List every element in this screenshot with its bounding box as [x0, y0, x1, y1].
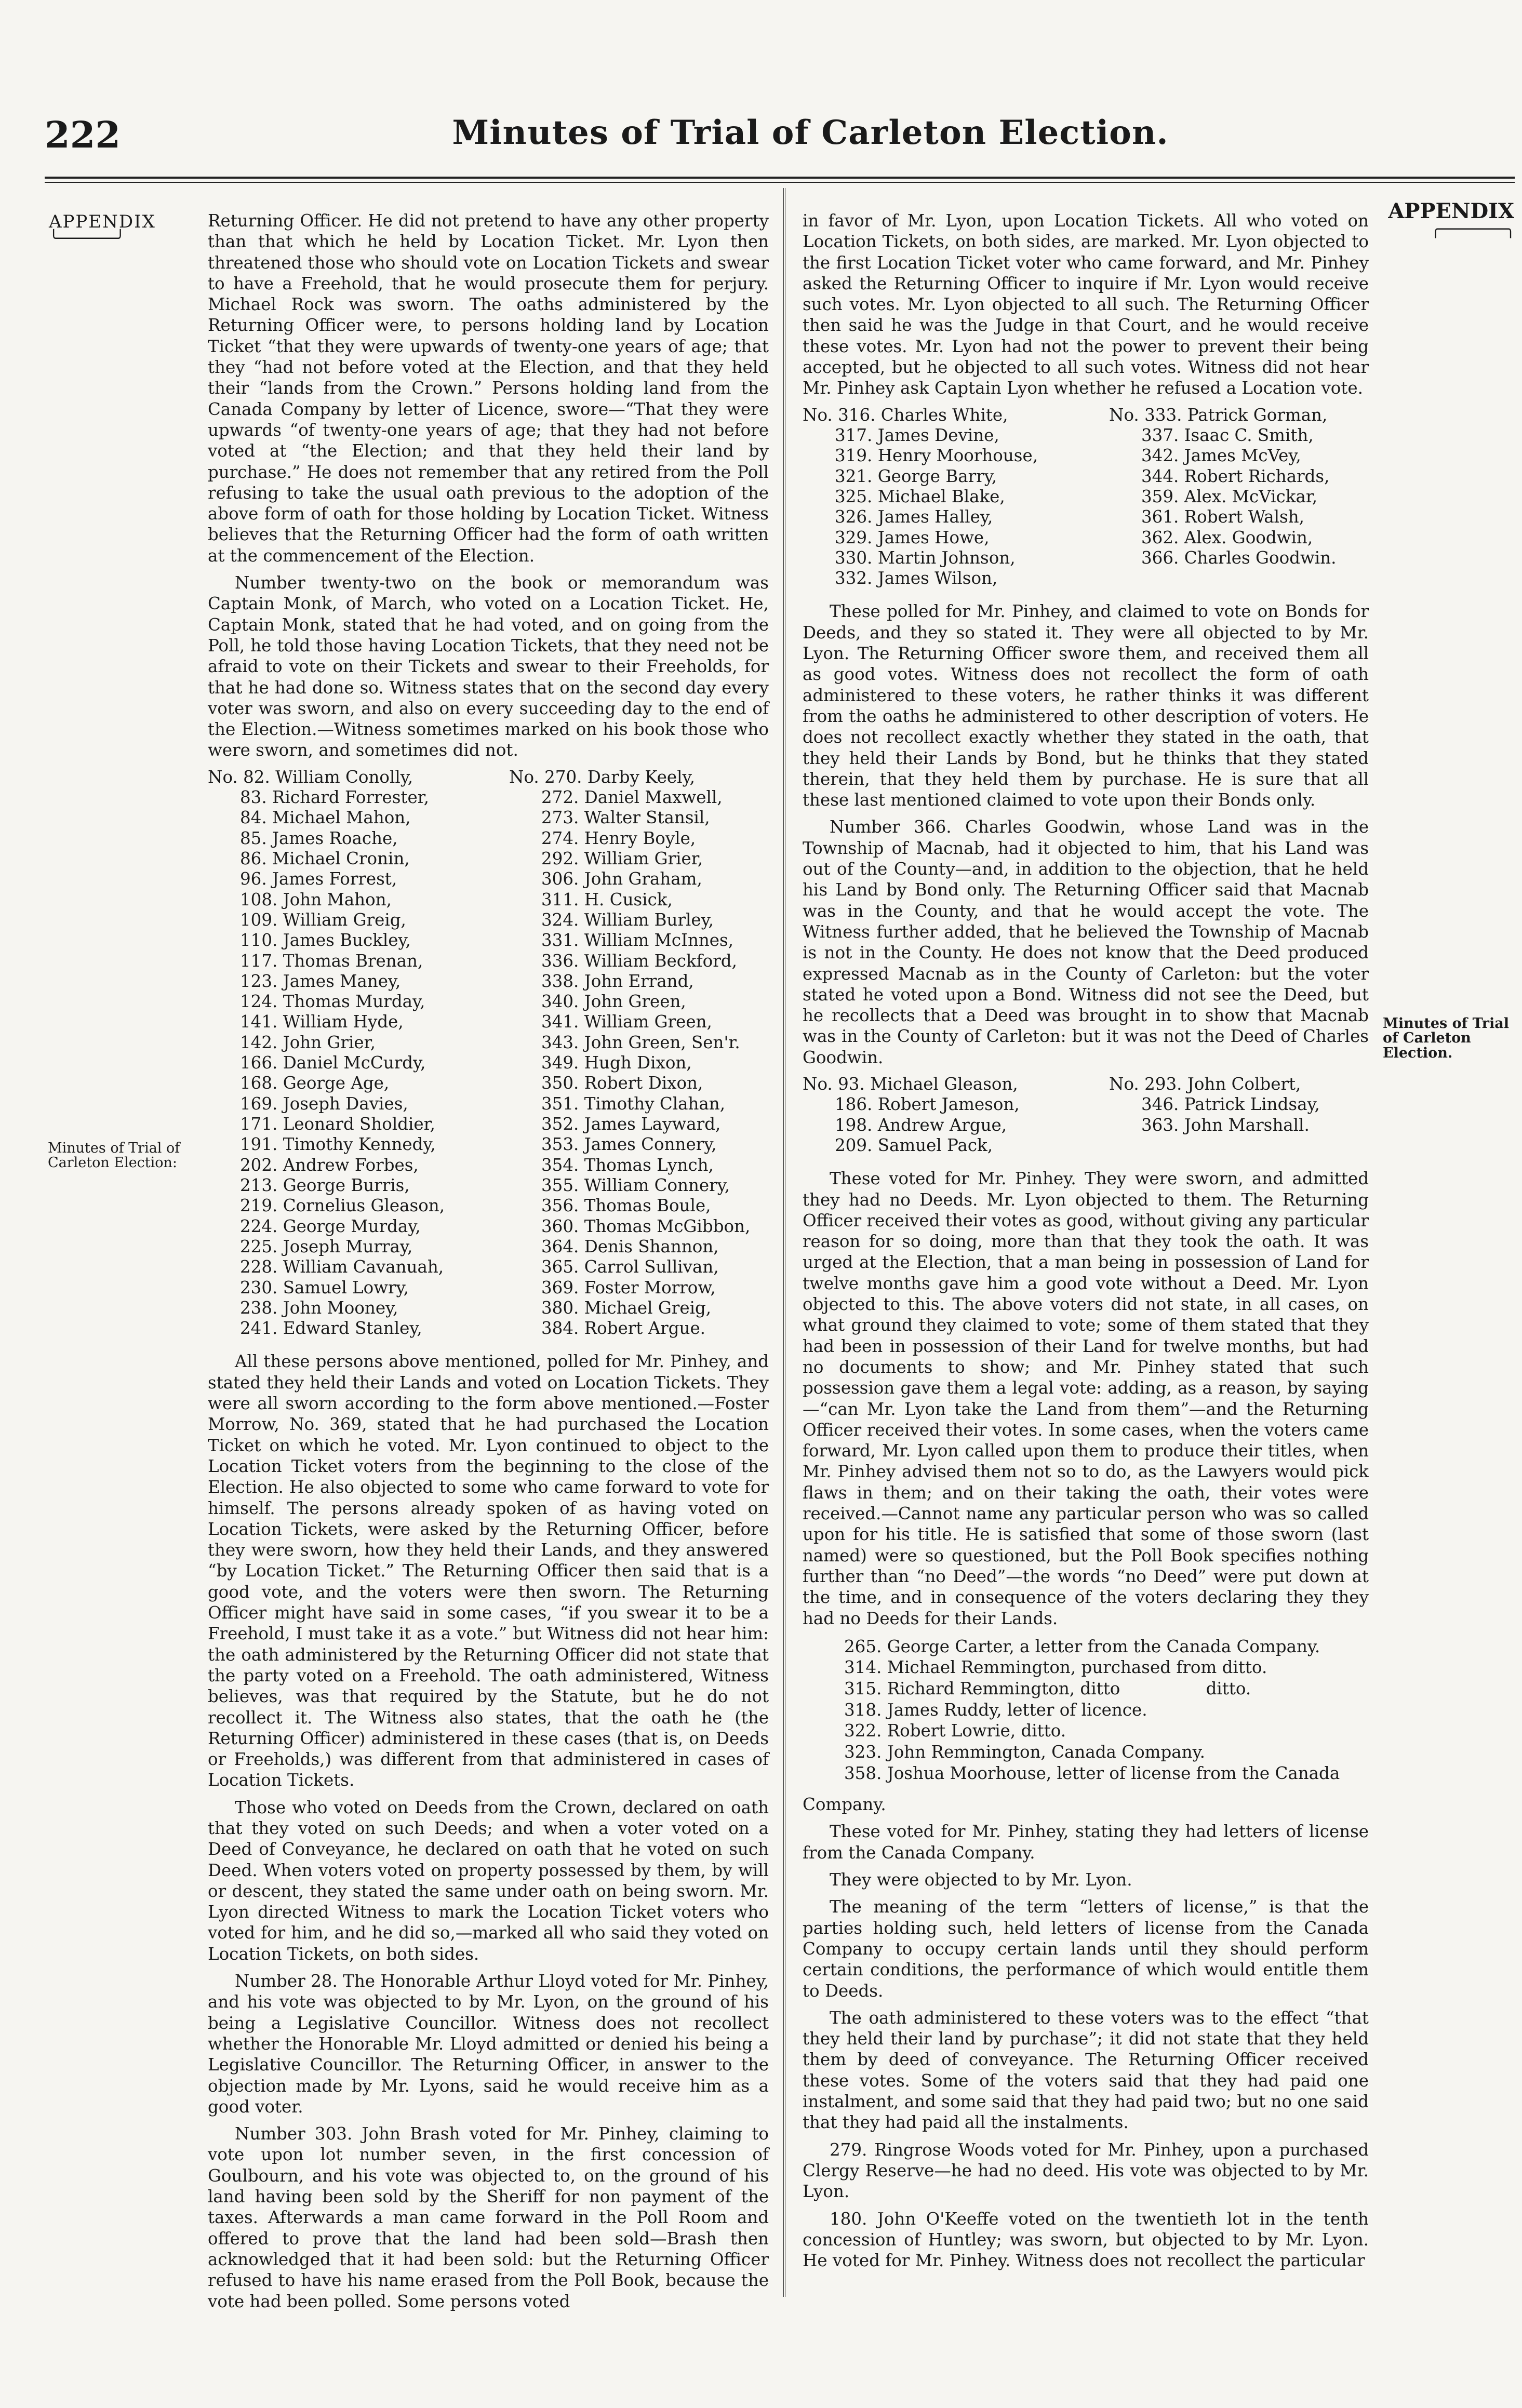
licensee-entry: 358. Joshua Moorhouse, letter of license from the Canada: [844, 1763, 1340, 1783]
voter-entry: 359. Alex. McVickar,: [1141, 486, 1318, 506]
paragraph: The meaning of the term “letters of license,” is that the parties holding such, held letters of license from the Canada Company to occupy certain lands until they should perform certain conditions, the performance of which would entitle them to Deeds.: [803, 1897, 1369, 2001]
licensee-entry: 322. Robert Lowrie, ditto.: [844, 1721, 1066, 1741]
voter-entry: 356. Thomas Boule,: [541, 1196, 711, 1216]
column-divider: [783, 188, 785, 2297]
voter-entry: 380. Michael Greig,: [541, 1297, 712, 1318]
voter-entry: 353. James Connery,: [541, 1134, 717, 1155]
voter-entry: 273. Walter Stansil,: [541, 808, 710, 828]
voter-entry: 349. Hugh Dixon,: [541, 1053, 692, 1073]
left-column: [208, 210, 769, 2318]
voter-entry: 329. James Howe,: [835, 527, 990, 547]
paragraph: All these persons above mentioned, polled for Mr. Pinhey, and stated they held their Lands and voted on Location Tickets. They were all sworn according to the form above mentioned.—Foster Morrow, No. 369, stated that he had purchased the Location Ticket on which he voted. Mr. Lyon continued to object to the Location Ticket voters from the beginning to the close of the Election. He also objected to some who came forward to vote for himself. The persons already spoken of as having voted on Location Tickets, were asked by the Returning Officer, before they were sworn, how they held their Lands, and they answered “by Location Ticket.” The Returning Officer then said that is a good vote, and the voters were then sworn. The Returning Officer might have said in some cases, “if you swear it to be a Freehold, I must take it as a vote.” but Witness did not hear him: the oath administered by the Returning Officer did not state that the party voted on a Freehold. The oath administered, Witness believes, was that required by the Statute, but he do not recollect it. The Witness also states, that the oath he (the Returning Officer) administered in these cases (that is, on Deeds or Freeholds,) was different from that administered in cases of Location Tickets.: [208, 1352, 769, 1790]
voter-entry: 169. Joseph Davies,: [240, 1093, 408, 1114]
voter-entry: 342. James McVey,: [1141, 446, 1301, 466]
voter-entry: No. 293. John Colbert,: [1109, 1074, 1301, 1094]
voter-entry: 219. Cornelius Gleason,: [240, 1196, 445, 1216]
voter-entry: 324. William Burley,: [541, 909, 714, 930]
voter-entry: 110. James Buckley,: [240, 930, 411, 951]
licensee-entry: 318. James Ruddy, letter of licence.: [844, 1700, 1147, 1720]
paragraph: Number twenty-two on the book or memorandum was Captain Monk, of March, who voted on a Location Ticket. He, Captain Monk, stated that he had voted, and on going from the Poll, he told those having Location Tickets, that they need not be afraid to vote on their Tickets and swear to their Freeholds, for that he had done so. Witness states that on the second day every voter was sworn, and also on every succeeding day to the end of the Election.—Witness sometimes marked on his book those who were sworn, and sometimes did not.: [208, 573, 769, 760]
voter-entry: 363. John Marshall.: [1141, 1115, 1310, 1135]
voter-entry: 326. James Halley,: [835, 507, 993, 527]
appendix-label-left: APPENDIX: [49, 211, 156, 232]
voter-list-bonds: [803, 405, 1369, 589]
margin-note-minutes-right: Minutes of Trial of Carleton Election.: [1383, 1015, 1510, 1061]
voter-entry: 117. Thomas Brenan,: [240, 951, 423, 971]
voter-entry: 230. Samuel Lowry,: [240, 1277, 409, 1297]
voter-entry: 186. Robert Jameson,: [835, 1094, 1020, 1115]
voter-entry: 86. Michael Cronin,: [240, 848, 410, 868]
margin-note-minutes-left: Minutes of Trial of Carleton Election:: [48, 1140, 180, 1171]
right-column: [803, 210, 1369, 2277]
voter-entry: No. 316. Charles White,: [803, 405, 1008, 425]
voter-entry: 325. Michael Blake,: [835, 486, 1005, 506]
licensee-entry: 315. Richard Remmington, ditto ditto.: [844, 1679, 1251, 1699]
paragraph: in favor of Mr. Lyon, upon Location Tickets. All who voted on Location Tickets, on both sides, are marked. Mr. Lyon objected to the first Location Ticket voter who came forward, and Mr. Pinhey asked the Returning Officer to inquire if Mr. Lyon would receive such votes. Mr. Lyon objected to all such. The Returning Officer then said he was the Judge in that Court, and he would receive these votes. Mr. Lyon had not the power to prevent their being accepted, but he objected to all such votes. Witness did not hear Mr. Pinhey ask Captain Lyon whether he refused a Location vote.: [803, 211, 1369, 398]
voter-entry: 330. Martin Johnson,: [835, 547, 1016, 568]
licensee-entry: 265. George Carter, a letter from the Canada Company.: [844, 1636, 1320, 1656]
voter-entry: 241. Edward Stanley,: [240, 1318, 422, 1339]
voter-entry: 352. James Layward,: [541, 1114, 721, 1134]
voter-entry: 319. Henry Moorhouse,: [835, 446, 1038, 466]
voter-entry: 341. William Green,: [541, 1012, 712, 1032]
voter-entry: 166. Daniel McCurdy,: [240, 1053, 426, 1073]
paragraph: Returning Officer. He did not pretend to have any other property than that which he held by Location Ticket. Mr. Lyon then threatened those who should vote on Location Tickets and swear to have a Freehold, that he would prosecute them for perjury. Michael Rock was sworn. The oaths administered by the Returning Officer were, to persons holding land by Location Ticket “that they were upwards of twenty-one years of age; that they “had not before voted at the Election, and that they held their “lands from the Crown.” Persons holding land from the Canada Company by letter of Licence, swore—“That they were upwards “of twenty-one years of age; that they had not before voted at “the Election; and that they held their land by purchase.” He does not remember that any retired from the Poll refusing to take the usual oath previous to the adoption of the above form of oath for those holding by Location Ticket. Witness believes that the Returning Officer had the form of oath written at the commencement of the Election.: [208, 211, 769, 566]
voter-entry: 354. Thomas Lynch,: [541, 1155, 714, 1175]
paragraph: 180. John O'Keeffe voted on the twentieth lot in the tenth concession of Huntley; was sworn, but objected to by Mr. Lyon. He voted for Mr. Pinhey. Witness does not recollect the particular: [803, 2209, 1369, 2271]
voter-entry: 168. George Age,: [240, 1073, 390, 1093]
voter-entry: 351. Timothy Clahan,: [541, 1093, 726, 1114]
voter-entry: [1109, 1135, 1369, 1156]
voter-entry: 292. William Grier,: [541, 848, 703, 868]
paragraph: Number 303. John Brash voted for Mr. Pinhey, claiming to vote upon lot number seven, in the first concession of Goulbourn, and his vote was objected to, on the ground of his land having been sold by the Sheriff for non payment of the taxes. Afterwards a man came forward in the Poll Room and offered to prove that the land had been sold—Brash then acknowledged that it had been sold: but the Returning Officer refused to have his name erased from the Poll Book, because the vote had been polled. Some persons voted: [208, 2124, 769, 2311]
brace-glyph-right: ╭────────╮: [1431, 220, 1514, 238]
licensee-entry: 323. John Remmington, Canada Company.: [844, 1742, 1205, 1762]
voter-entry: 142. John Grier,: [240, 1032, 376, 1052]
voter-entry: [1109, 568, 1369, 588]
voter-entry: 123. James Maney,: [240, 971, 401, 991]
paragraph: Number 366. Charles Goodwin, whose Land was in the Township of Macnab, had it objected to him, that his Land was out of the County—and, in addition to the objection, that he held his Land by Bond only. The Returning Officer said that Macnab was in the County, and that he would accept the vote. The Witness further added, that he believed the Township of Macnab is not in the County. He does not know that the Deed produced expressed Macnab as in the County of Carleton: but the voter stated he voted upon a Bond. Witness did not see the Deed, but he recollects that a Deed was brought in to show that Macnab was in the County of Carleton: but it was not the Deed of Charles Goodwin.: [803, 817, 1369, 1067]
voter-entry: 238. John Mooney,: [240, 1297, 398, 1318]
voter-entry: 213. George Burris,: [240, 1175, 410, 1195]
running-title: Minutes of Trial of Carleton Election.: [452, 113, 1169, 152]
licensee-list: [844, 1636, 1369, 1784]
voter-entry: 311. H. Cusick,: [541, 889, 673, 909]
voter-entry: 369. Foster Morrow,: [541, 1277, 716, 1297]
voter-entry: No. 93. Michael Gleason,: [803, 1074, 1018, 1094]
voter-entry: 96. James Forrest,: [240, 869, 397, 889]
paragraph: Those who voted on Deeds from the Crown, declared on oath that they voted on such Deeds; and when a voter voted on a Deed of Conveyance, he declared on oath that he voted on such Deed. When voters voted on property possessed by them, by will or descent, they stated the same under oath on being sworn. Mr. Lyon directed Witness to mark the Location Ticket voters who voted for him, and he did so,—marked all who said they voted on Location Tickets, on both sides.: [208, 1797, 769, 1964]
voter-entry: 361. Robert Walsh,: [1141, 507, 1304, 527]
paragraph: These voted for Mr. Pinhey. They were sworn, and admitted they had no Deeds. Mr. Lyon objected to them. The Returning Officer received their votes as good, without giving any particular reason for so doing, more than that they took the oath. It was urged at the Election, that a man being in possession of Land for twelve months gave him a good vote without a Deed. Mr. Lyon objected to this. The above voters did not state, in all cases, on what ground they claimed to vote; some of them stated that they had been in possession of their Land for twelve months, but had no documents to show; and Mr. Pinhey stated that such possession gave them a legal vote: adding, as a reason, by saying—“can Mr. Lyon take the Land from them”—and the Returning Officer received their votes. In some cases, when the voters came forward, Mr. Lyon called upon them to produce their titles, when Mr. Pinhey advised them not so to do, as the Lawyers would pick flaws in them; and on their taking the oath, their votes were received.—Cannot name any particular person who was so called upon for his title. He is satisfied that some of those sworn (last named) were so questioned, but the Poll Book specifies nothing further than “no Deed”—the words “no Deed” were put down at the time, and in consequence of the voters declaring they they had no Deeds for their Lands.: [803, 1169, 1369, 1628]
voter-entry: No. 270. Darby Keely,: [509, 767, 695, 787]
paragraph: Company.: [803, 1795, 886, 1815]
voter-entry: 364. Denis Shannon,: [541, 1236, 719, 1256]
voter-entry: 198. Andrew Argue,: [835, 1115, 1007, 1135]
voter-entry: 331. William McInnes,: [541, 930, 734, 951]
appendix-label-right: APPENDIX: [1388, 199, 1514, 223]
paragraph: The oath administered to these voters was to the effect “that they held their land by purchase”; it did not state that they held them by deed of conveyance. The Returning Officer received these votes. Some of the voters said that they had paid one instalment, and some said that they had paid two; but no one said that they had paid all the instalments.: [803, 2008, 1369, 2133]
paragraph: They were objected to by Mr. Lyon.: [830, 1870, 1132, 1890]
voter-entry: 360. Thomas McGibbon,: [541, 1216, 751, 1236]
voter-entry: 209. Samuel Pack,: [835, 1135, 993, 1155]
voter-entry: 336. William Beckford,: [541, 951, 737, 971]
licensee-entry: 314. Michael Remmington, purchased from ditto.: [844, 1657, 1267, 1678]
header-rule-thin: [45, 182, 1515, 183]
margin-note-appendix-left: [49, 213, 205, 246]
voter-entry: 83. Richard Forrester,: [240, 787, 429, 808]
voter-entry: 332. James Wilson,: [835, 568, 998, 588]
voter-entry: 274. Henry Boyle,: [541, 828, 696, 848]
voter-entry: 350. Robert Dixon,: [541, 1073, 703, 1093]
page-number: 222: [45, 113, 121, 156]
voter-entry: 85. James Roache,: [240, 828, 398, 848]
voter-entry: 306. John Graham,: [541, 869, 702, 889]
voter-entry: 225. Joseph Murray,: [240, 1236, 413, 1256]
voter-entry: 191. Timothy Kennedy,: [240, 1134, 436, 1155]
voter-entry: 124. Thomas Murday,: [240, 992, 425, 1012]
voter-entry: 84. Michael Mahon,: [240, 808, 411, 828]
voter-entry: 366. Charles Goodwin.: [1141, 547, 1337, 568]
paragraph: Number 28. The Honorable Arthur Lloyd voted for Mr. Pinhey, and his vote was objected to by Mr. Lyon, on the ground of his being a Legislative Councillor. Witness does not recollect whether the Honorable Mr. Lloyd admitted or denied his being a Legislative Councillor. The Returning Officer, in answer to the objection made by Mr. Lyons, said he would receive him as a good voter.: [208, 1971, 769, 2117]
voter-entry: 346. Patrick Lindsay,: [1141, 1094, 1320, 1115]
voter-entry: No. 82. William Conolly,: [208, 767, 413, 787]
header-rule: [45, 177, 1515, 179]
voter-entry: 202. Andrew Forbes,: [240, 1155, 419, 1175]
voter-entry: 343. John Green, Sen'r.: [541, 1032, 740, 1052]
voter-entry: 338. John Errand,: [541, 971, 694, 991]
voter-list-no-deeds: [803, 1074, 1369, 1156]
margin-note-appendix-right: [1379, 200, 1514, 236]
voter-entry: 365. Carrol Sullivan,: [541, 1257, 719, 1277]
voter-entry: 355. William Connery,: [541, 1175, 730, 1195]
voter-entry: 362. Alex. Goodwin,: [1141, 527, 1313, 547]
voter-entry: 272. Daniel Maxwell,: [541, 787, 723, 808]
voter-entry: 171. Leonard Sholdier,: [240, 1114, 435, 1134]
voter-entry: 344. Robert Richards,: [1141, 466, 1330, 486]
paragraph: These polled for Mr. Pinhey, and claimed to vote on Bonds for Deeds, and they so stated it. They were all objected to by Mr. Lyon. The Returning Officer swore them, and received them all as good votes. Witness does not recollect the form of oath administered to these voters, he rather thinks it was different from the oaths he administered to other description of voters. He does not recollect exactly whether they stated in the oath, that they held their Lands by Bond, but he thinks that they stated therein, that they held them by purchase. He is sure that all these last mentioned claimed to vote upon their Bonds only.: [803, 601, 1369, 810]
voter-entry: 224. George Murday,: [240, 1216, 421, 1236]
voter-entry: 340. John Green,: [541, 992, 686, 1012]
voter-list-location-tickets: [208, 767, 769, 1339]
paragraph: 279. Ringrose Woods voted for Mr. Pinhey, upon a purchased Clergy Reserve—he had no deed. His vote was objected to by Mr. Lyon.: [803, 2139, 1369, 2202]
brace-glyph-left: ╰───────╯: [49, 229, 124, 248]
voter-entry: 337. Isaac C. Smith,: [1141, 425, 1314, 445]
voter-entry: 109. William Greig,: [240, 909, 406, 930]
voter-entry: 228. William Cavanuah,: [240, 1257, 444, 1277]
voter-entry: No. 333. Patrick Gorman,: [1109, 405, 1328, 425]
voter-entry: 141. William Hyde,: [240, 1012, 404, 1032]
paragraph: These voted for Mr. Pinhey, stating they had letters of license from the Canada Company.: [803, 1822, 1369, 1863]
voter-entry: 384. Robert Argue.: [541, 1318, 706, 1339]
voter-entry: 108. John Mahon,: [240, 889, 392, 909]
voter-entry: 321. George Barry,: [835, 466, 997, 486]
voter-entry: 317. James Devine,: [835, 425, 999, 445]
